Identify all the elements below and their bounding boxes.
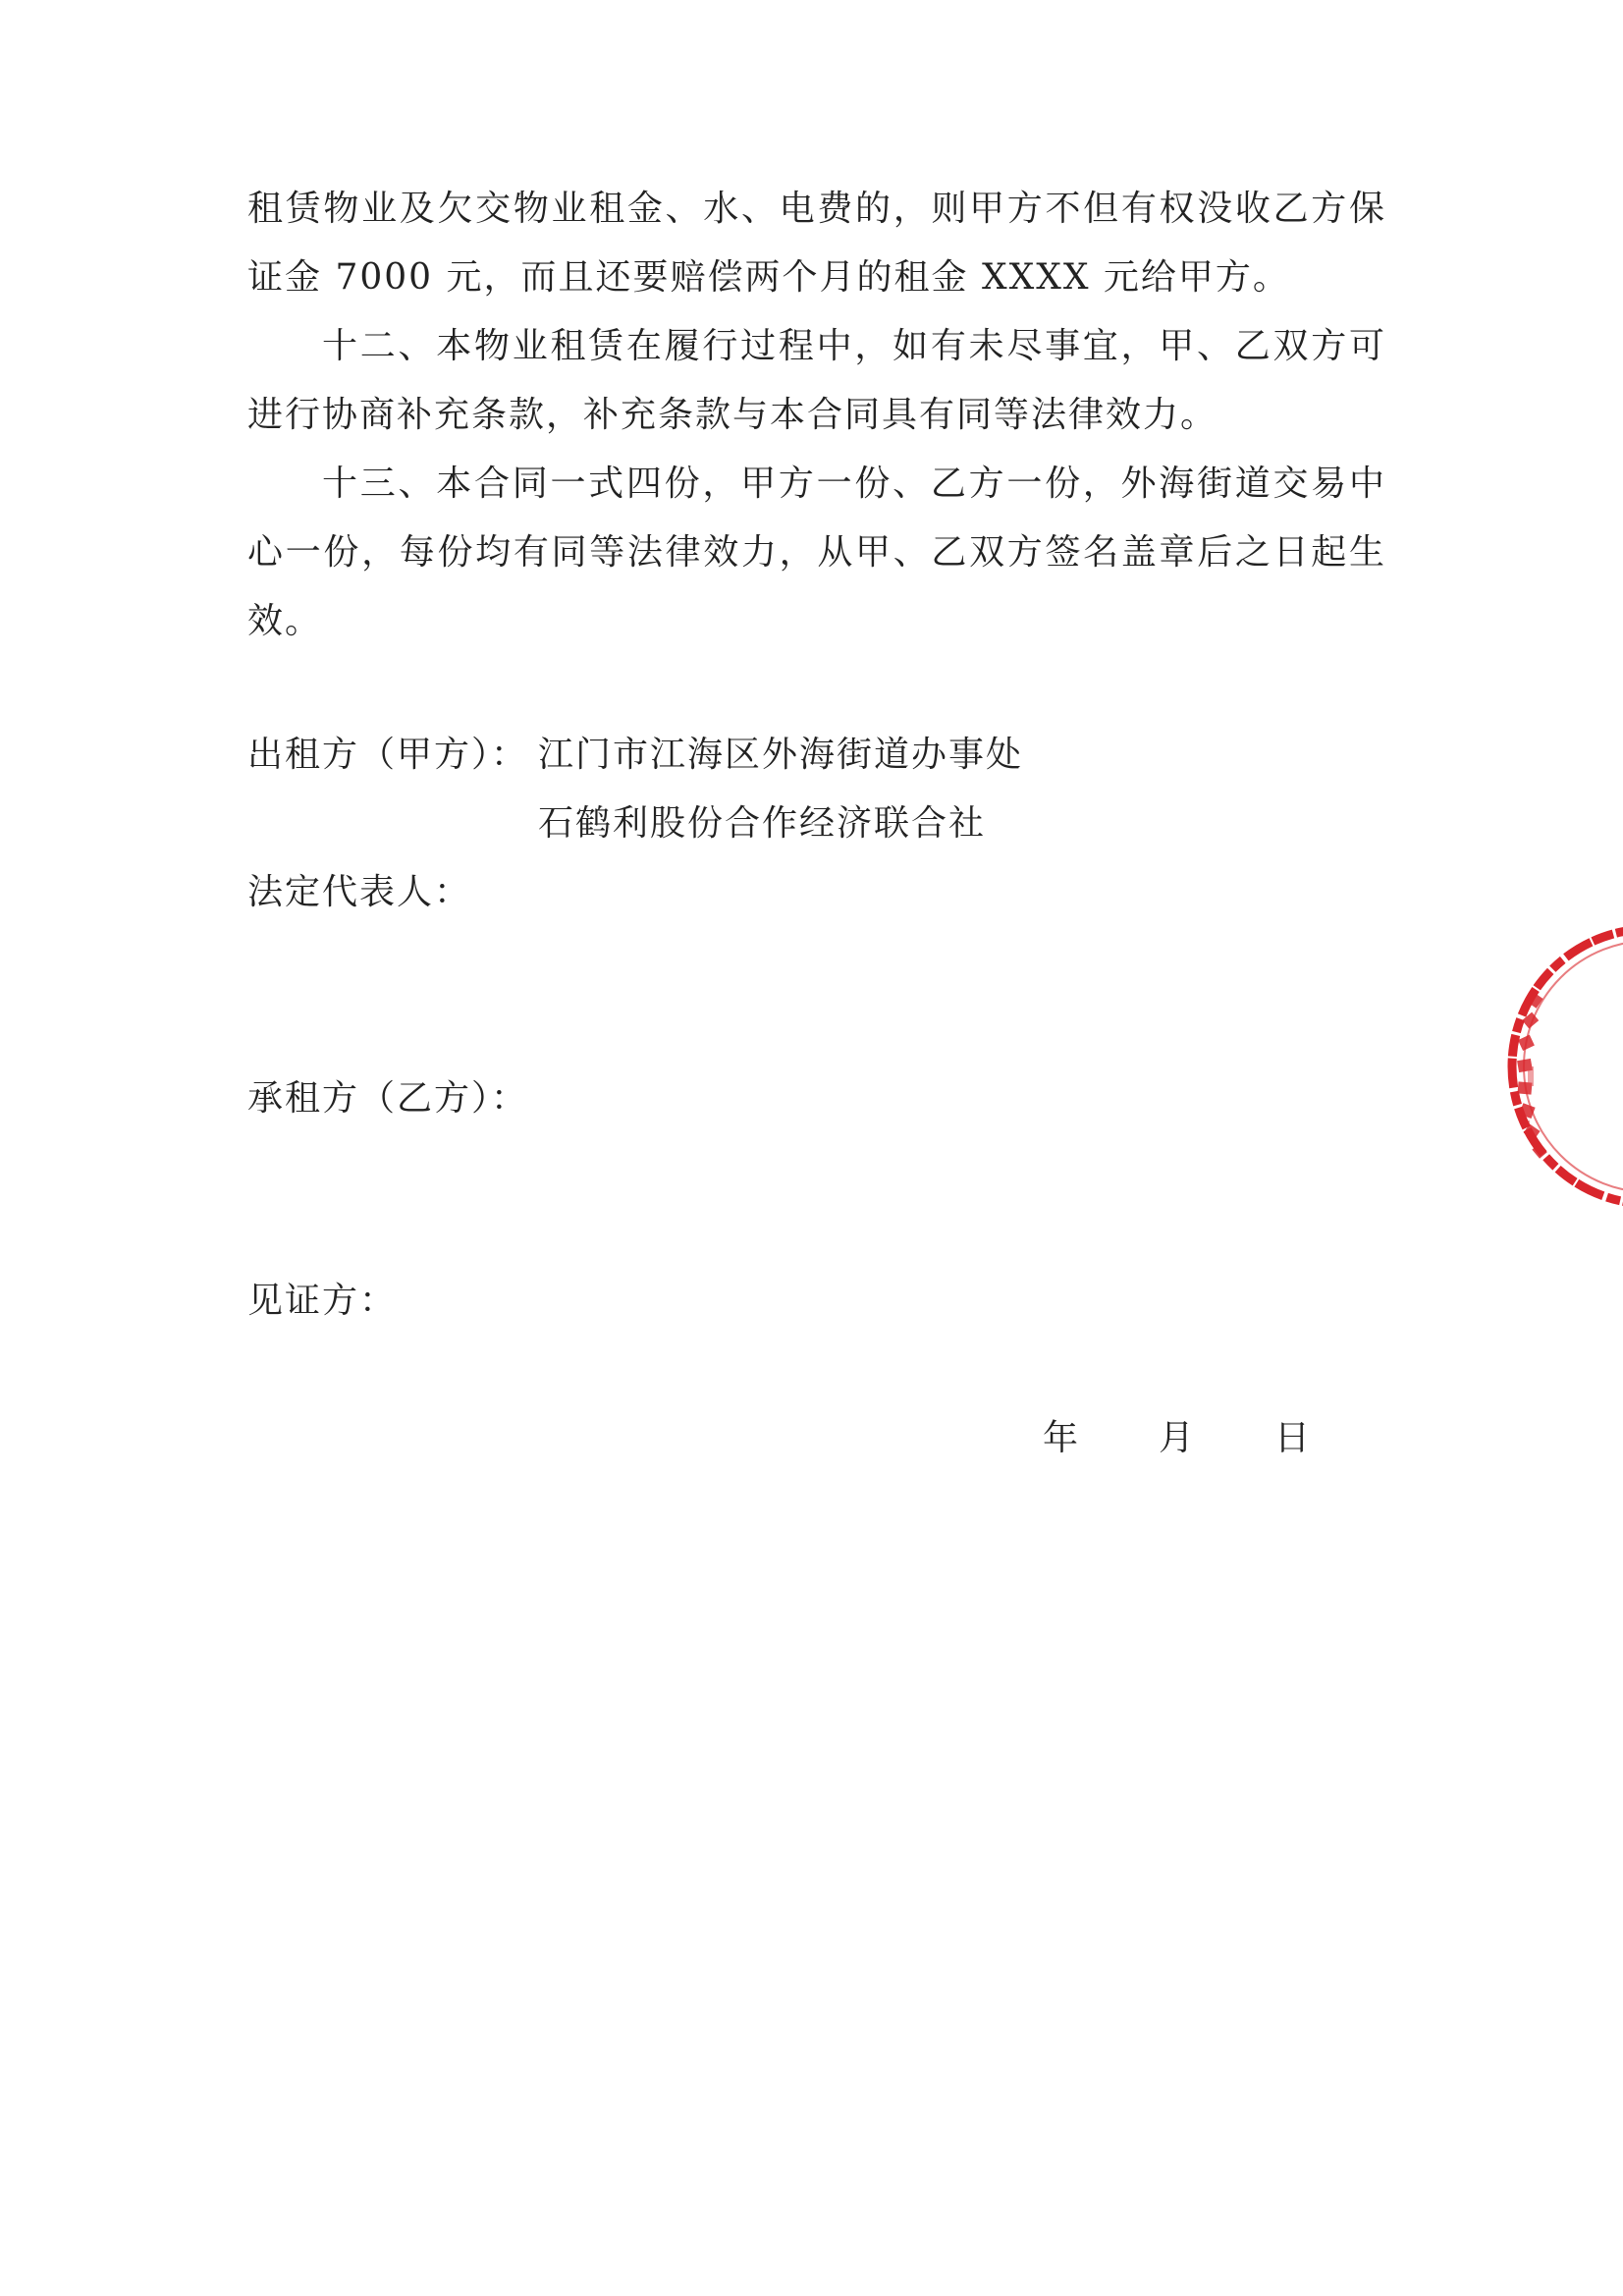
lessor-label: 出租方（甲方）： xyxy=(247,735,529,775)
clause-13: 十三、本合同一式四份，甲方一份、乙方一份，外海街道交易中心一份，每份均有同等法律效力，从甲、乙双方签名盖章后之日起生效。 xyxy=(247,464,1386,641)
date-month-label: 月 xyxy=(1159,1418,1195,1458)
red-seal-stamp-icon xyxy=(1502,919,1623,1214)
date-year-label: 年 xyxy=(1043,1418,1079,1458)
clause-12: 十二、本物业租赁在履行过程中，如有未尽事宜，甲、乙双方可进行协商补充条款，补充条款与本合同具有同等法律效力。 xyxy=(247,326,1386,435)
date-day-label: 日 xyxy=(1274,1418,1311,1458)
lessor-name-line2: 石鹤利股份合作经济联合社 xyxy=(538,803,987,844)
legal-representative-label: 法定代表人： xyxy=(247,872,472,912)
contract-body xyxy=(247,175,1386,656)
lessor-name-line1: 江门市江海区外海街道办事处 xyxy=(538,735,1024,775)
witness-label: 见证方： xyxy=(247,1281,398,1321)
clause-continuation: 租赁物业及欠交物业租金、水、电费的，则甲方不但有权没收乙方保证金 7000 元，而且还要赔偿两个月的租金 XXXX 元给甲方。 xyxy=(247,189,1386,298)
signing-date xyxy=(1043,1404,1310,1473)
lessee-label: 承租方（乙方）： xyxy=(247,1078,529,1119)
